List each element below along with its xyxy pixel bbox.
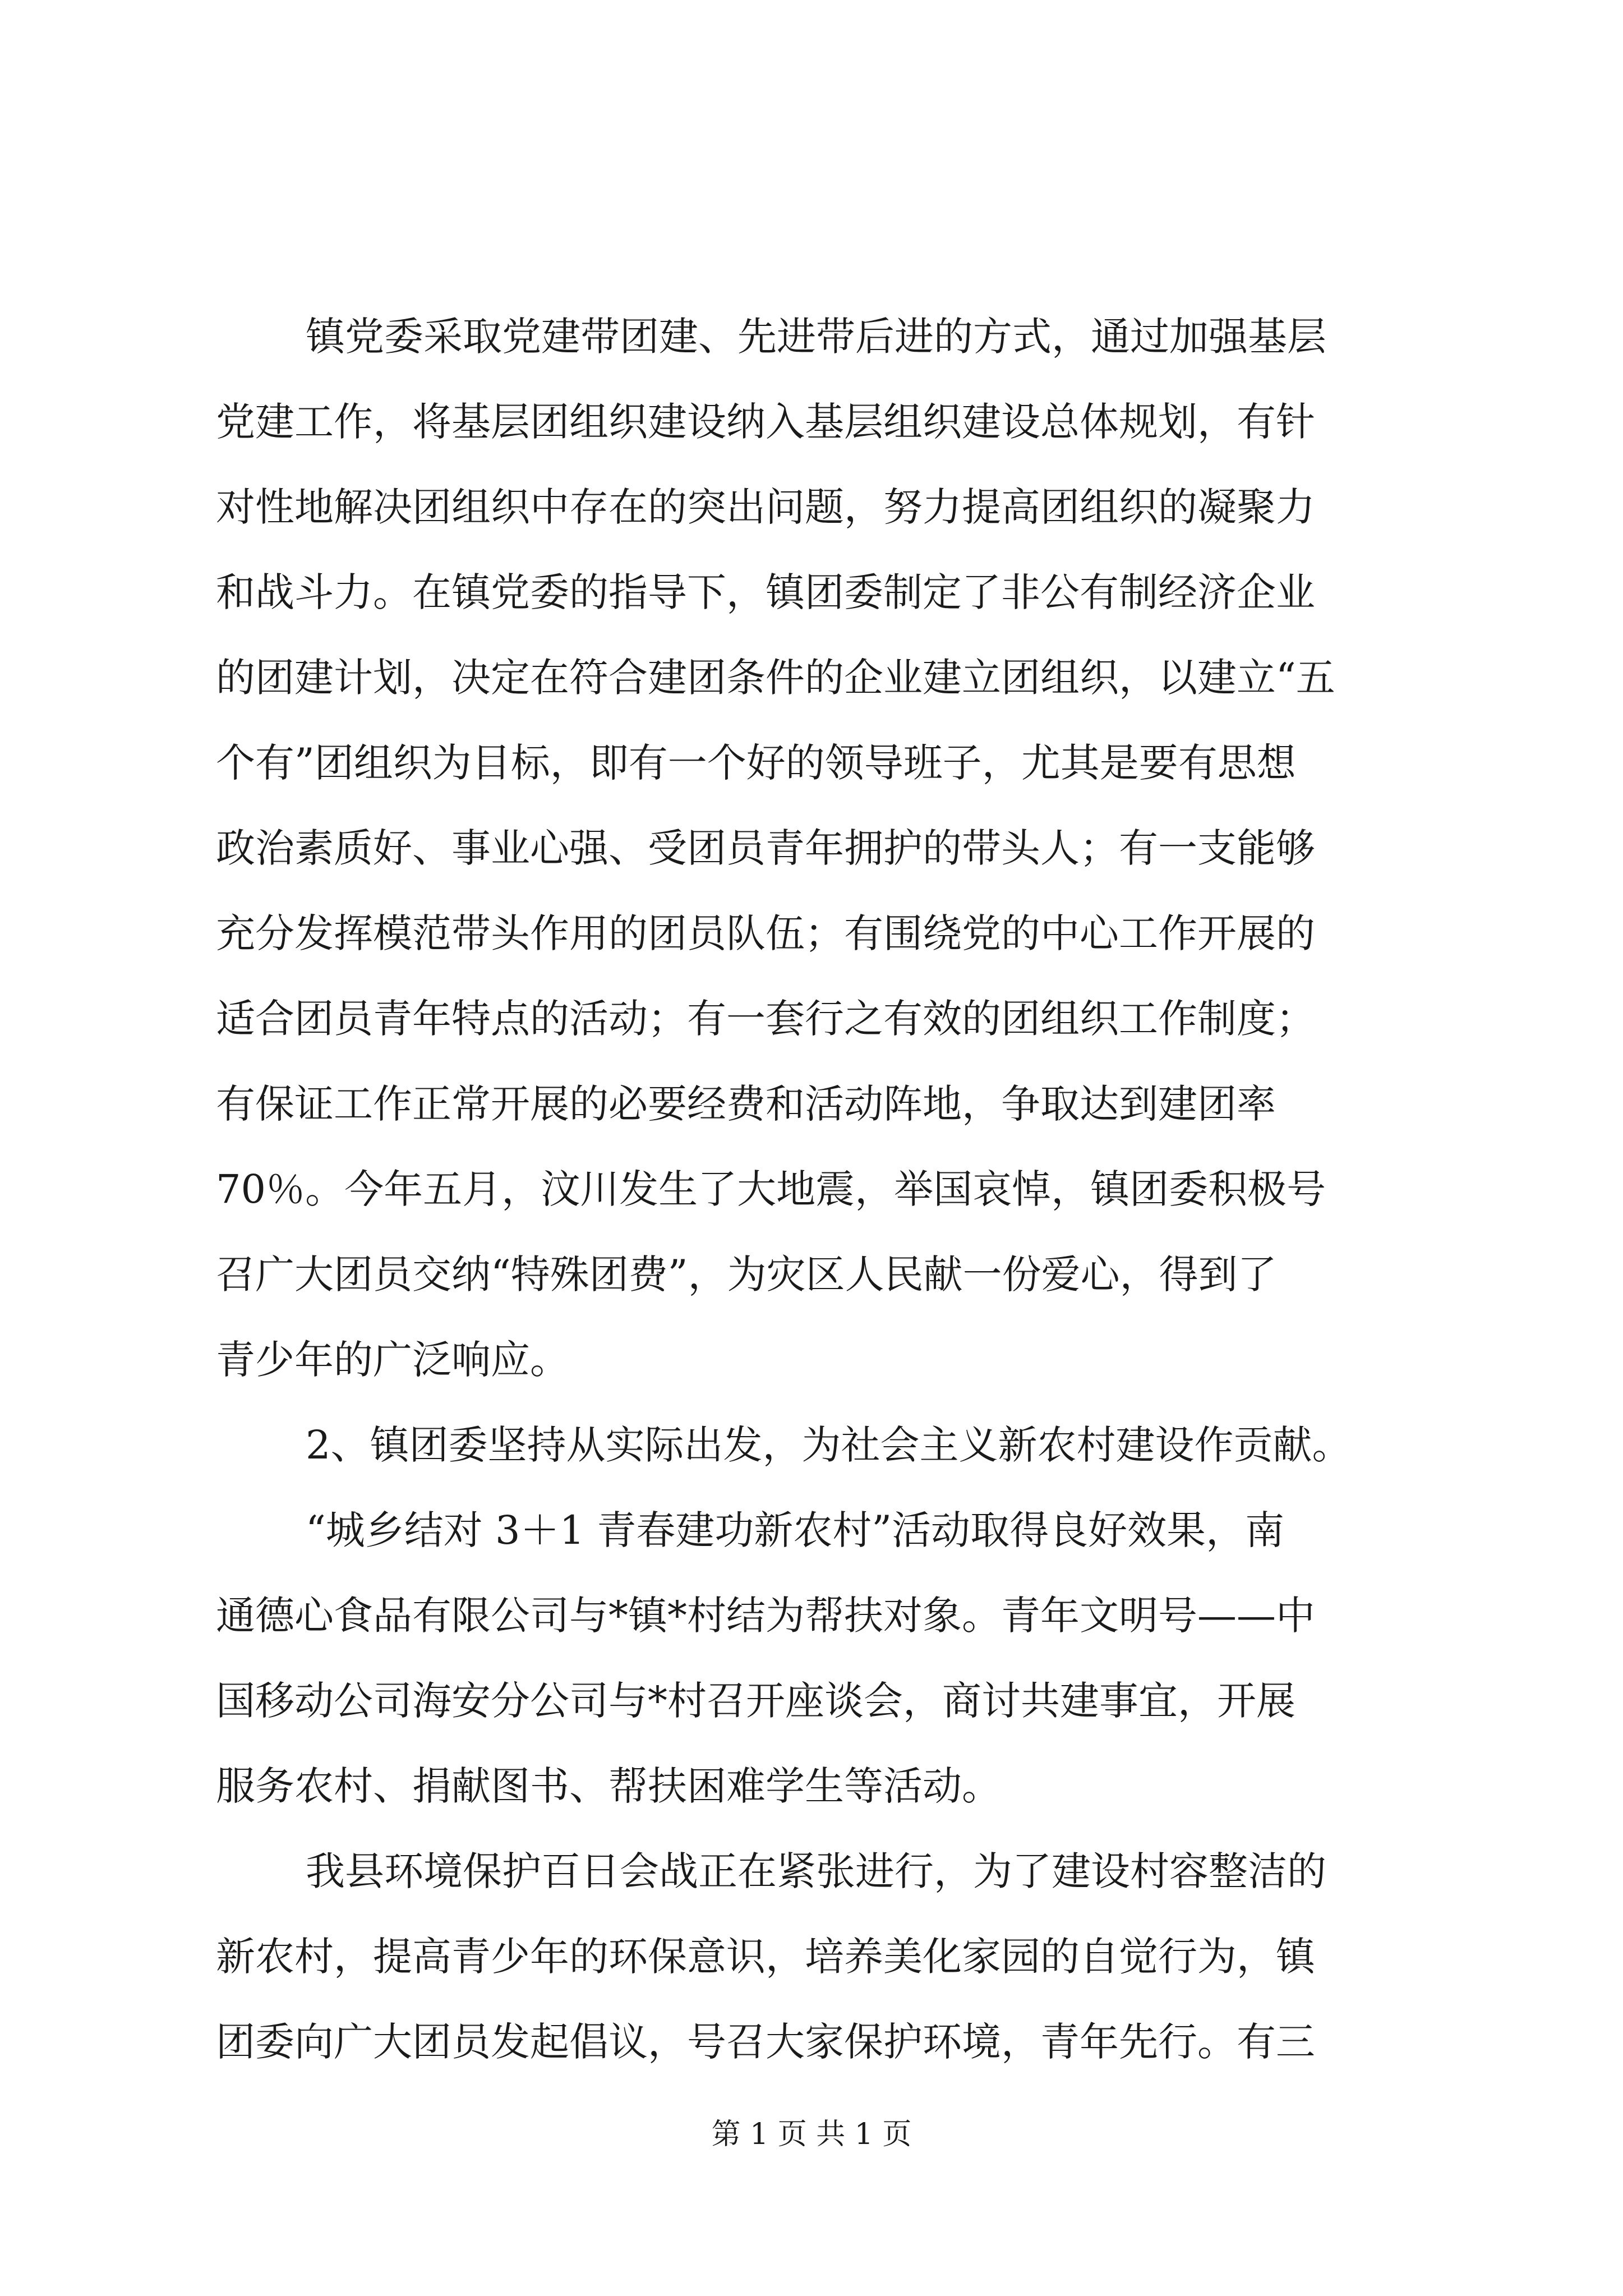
text-line (0, 985, 1623, 1052)
line-text: 召广大团员交纳“特殊团费”，为灾区人民献一份爱心，得到了 (216, 1251, 1277, 1297)
line-text: 党建工作，将基层团组织建设纳入基层组织建设总体规划，有针 (216, 399, 1315, 445)
text-line (0, 1156, 1623, 1223)
text-line (0, 1582, 1623, 1649)
text-line (0, 644, 1623, 711)
line-text: 镇党委采取党建带团建、先进带后进的方式，通过加强基层 (306, 314, 1326, 360)
text-line (0, 388, 1623, 455)
text-line (0, 729, 1623, 797)
line-text: 我县环境保护百日会战正在紧张进行，为了建设村容整洁的 (306, 1848, 1326, 1894)
text-line (0, 1838, 1623, 1905)
line-text: 团委向广大团员发起倡议，号召大家保护环境，青年先行。有三 (216, 2019, 1315, 2065)
line-text: 对性地解决团组织中存在的突出问题，努力提高团组织的凝聚力 (216, 484, 1315, 530)
line-text: “城乡结对 3＋1 青春建功新农村”活动取得良好效果，南 (306, 1507, 1285, 1553)
line-text: 2、镇团委坚持从实际出发，为社会主义新农村建设作贡献。 (306, 1422, 1352, 1468)
line-text: 70％。今年五月，汶川发生了大地震，举国哀悼，镇团委积极号 (216, 1166, 1326, 1212)
text-line (0, 1923, 1623, 1990)
text-line (0, 473, 1623, 541)
page-footer: 第 1 页 共 1 页 (711, 2118, 912, 2151)
text-line (0, 1667, 1623, 1734)
line-text: 的团建计划，决定在符合建团条件的企业建立团组织，以建立“五 (216, 655, 1335, 701)
line-text: 和战斗力。在镇党委的指导下，镇团委制定了非公有制经济企业 (216, 569, 1315, 615)
line-text: 通德心食品有限公司与*镇*村结为帮扶对象。青年文明号——中 (216, 1593, 1315, 1639)
text-line (0, 1497, 1623, 1564)
text-line (0, 815, 1623, 882)
text-line (0, 1411, 1623, 1479)
text-line (0, 900, 1623, 967)
line-text: 青少年的广泛响应。 (216, 1337, 569, 1383)
text-line (0, 1752, 1623, 1820)
text-line (0, 559, 1623, 626)
line-text: 充分发挥模范带头作用的团员队伍；有围绕党的中心工作开展的 (216, 910, 1315, 956)
line-text: 适合团员青年特点的活动；有一套行之有效的团组织工作制度； (216, 996, 1315, 1042)
line-text: 个有”团组织为目标，即有一个好的领导班子，尤其是要有思想 (216, 740, 1296, 786)
line-text: 国移动公司海安分公司与*村召开座谈会，商讨共建事宜，开展 (216, 1678, 1295, 1724)
text-line (0, 1241, 1623, 1308)
text-line (0, 1326, 1623, 1393)
line-text: 政治素质好、事业心强、受团员青年拥护的带头人；有一支能够 (216, 825, 1315, 871)
line-text: 新农村，提高青少年的环保意识，培养美化家园的自觉行为，镇 (216, 1934, 1315, 1980)
text-line (0, 303, 1623, 370)
line-text: 服务农村、捐献图书、帮扶困难学生等活动。 (216, 1763, 1001, 1809)
line-text: 有保证工作正常开展的必要经费和活动阵地，争取达到建团率 (216, 1081, 1276, 1127)
text-line (0, 1070, 1623, 1138)
text-line (0, 2008, 1623, 2076)
